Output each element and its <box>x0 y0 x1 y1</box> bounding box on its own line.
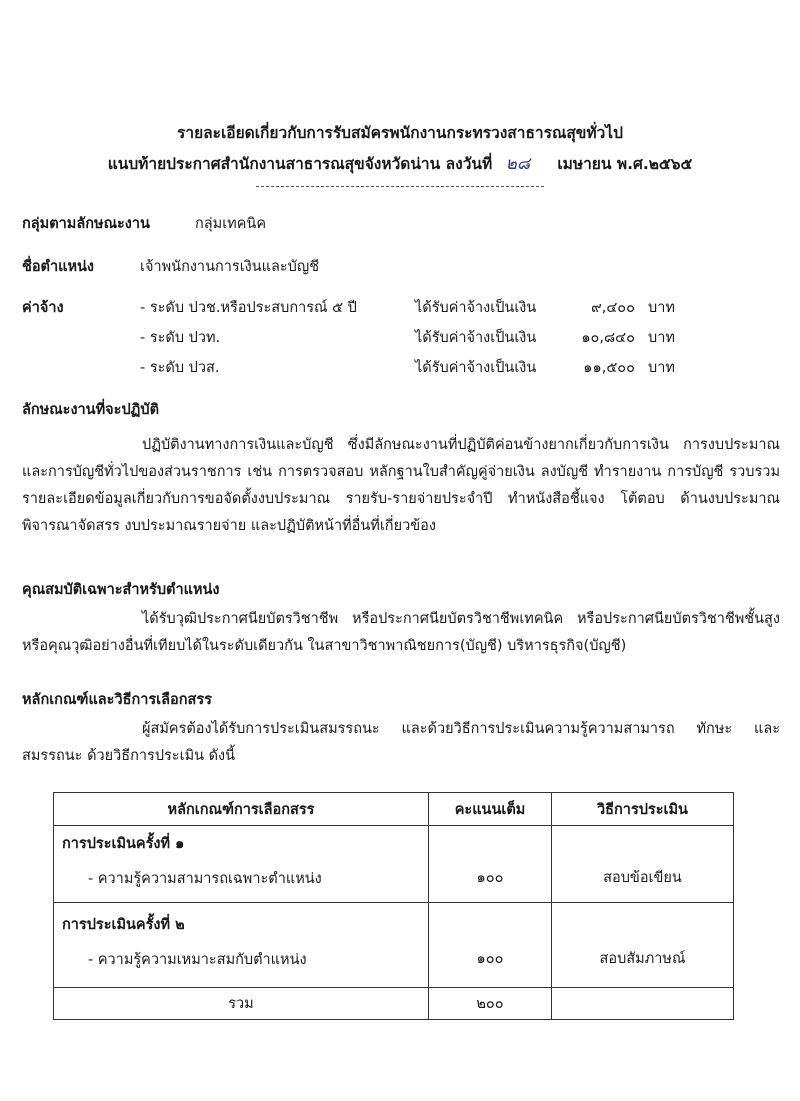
score-cell: ๑๐๐ <box>429 903 552 988</box>
document-title: รายละเอียดเกี่ยวกับการรับสมัครพนักงานกระทรวงสาธารณสุขทั่วไป <box>177 124 623 142</box>
assessment-round-title: การประเมินครั้งที่ ๒ <box>62 917 185 933</box>
wage-text: ได้รับค่าจ้างเป็นเงิน <box>415 300 537 316</box>
header-method: วิธีการประเมิน <box>552 793 734 826</box>
total-score: ๒๐๐ <box>429 988 552 1020</box>
wage-amount: ๙,๔๐๐ <box>591 300 635 316</box>
total-label: รวม <box>54 988 429 1020</box>
duties-body: ปฏิบัติงานทางการเงินและบัญชี ซึ่งมีลักษณะงานที่ปฏิบัติค่อนข้างยากเกี่ยวกับการเงิน การงบประมาณและการบัญชีทั่วไปของส่วนราชการ เช่น การตรวจสอบ หลักฐานใบสำคัญคู่จ่ายเงิน ลงบัญชี ทำรายงาน การบัญชี รวบรวมรายละเอียดข้อมูลเกี่ยวกับการขอจัดตั้งงบประมาณ รายรับ-รายจ่ายประจำปี ทำหนังสือชี้แจง โต้ตอบ ด้านงบประมาณ พิจารณาจัดสรร งบประมาณรายจ่าย และปฏิบัติหน้าที่อื่นที่เกี่ยวข้อง <box>22 437 780 534</box>
subtitle-prefix: แนบท้ายประกาศสำนักงานสาธารณสุขจังหวัดน่าน ลงวันที่ <box>107 155 493 173</box>
method-cell: สอบสัมภาษณ์ <box>552 903 734 988</box>
assessment-item: - ความรู้ความเหมาะสมกับตำแหน่ง <box>88 952 307 968</box>
selection-heading: หลักเกณฑ์และวิธีการเลือกสรร <box>22 692 212 708</box>
criteria-cell <box>54 903 429 988</box>
duties-paragraph <box>22 432 780 540</box>
qualifications-body: ได้รับวุฒิประกาศนียบัตรวิชาชีพ หรือประกาศนียบัตรวิชาชีพเทคนิค หรือประกาศนียบัตรวิชาชีพชั้นสูง หรือคุณวุฒิอย่างอื่นที่เทียบได้ในระดับเดียวกัน ในสาขาวิชาพาณิชยการ(บัญชี) บริหารธุรกิจ(บัญชี) <box>22 611 780 654</box>
wage-text: ได้รับค่าจ้างเป็นเงิน <box>415 360 537 376</box>
subtitle-suffix: เมษายน พ.ศ.๒๕๖๕ <box>557 155 693 173</box>
title-separator <box>256 186 544 187</box>
selection-paragraph <box>22 716 780 770</box>
wage-unit: บาท <box>648 360 675 376</box>
selection-criteria-table <box>53 792 734 1020</box>
table-row <box>54 826 734 903</box>
qualifications-paragraph <box>22 606 780 660</box>
table-header-row <box>54 793 734 826</box>
score-cell: ๑๐๐ <box>429 826 552 903</box>
position-value: เจ้าพนักงานการเงินและบัญชี <box>140 259 320 275</box>
wage-level: - ระดับ ปวช.หรือประสบการณ์ ๕ ปี <box>140 300 357 316</box>
header-criteria: หลักเกณฑ์การเลือกสรร <box>54 793 429 826</box>
duties-heading: ลักษณะงานที่จะปฏิบัติ <box>22 402 159 418</box>
assessment-item: - ความรู้ความสามารถเฉพาะตำแหน่ง <box>88 871 322 887</box>
total-method <box>552 988 734 1020</box>
wage-unit: บาท <box>648 300 675 316</box>
group-label: กลุ่มตามลักษณะงาน <box>22 216 150 232</box>
wage-level: - ระดับ ปวท. <box>140 330 221 346</box>
assessment-round-title: การประเมินครั้งที่ ๑ <box>62 836 185 852</box>
method-cell: สอบข้อเขียน <box>552 826 734 903</box>
wage-amount: ๑๐,๘๔๐ <box>581 330 635 346</box>
wage-level: - ระดับ ปวส. <box>140 360 220 376</box>
selection-body: ผู้สมัครต้องได้รับการประเมินสมรรถนะ และด้วยวิธีการประเมินความรู้ความสามารถ ทักษะ และสมรรถนะ ด้วยวิธีการประเมิน ดังนี้ <box>22 721 780 764</box>
header-full-score: คะแนนเต็ม <box>429 793 552 826</box>
group-value: กลุ่มเทคนิค <box>195 216 267 232</box>
table-total-row <box>54 988 734 1020</box>
wage-amount: ๑๑,๕๐๐ <box>583 360 635 376</box>
position-label: ชื่อตำแหน่ง <box>22 259 95 275</box>
qualifications-heading: คุณสมบัติเฉพาะสำหรับตำแหน่ง <box>22 582 220 598</box>
table-row <box>54 903 734 988</box>
wage-text: ได้รับค่าจ้างเป็นเงิน <box>415 330 537 346</box>
wage-label: ค่าจ้าง <box>22 300 64 316</box>
wage-unit: บาท <box>648 330 675 346</box>
criteria-cell <box>54 826 429 903</box>
document-subtitle <box>0 150 800 177</box>
handwritten-date: ๒๘ <box>505 154 530 174</box>
